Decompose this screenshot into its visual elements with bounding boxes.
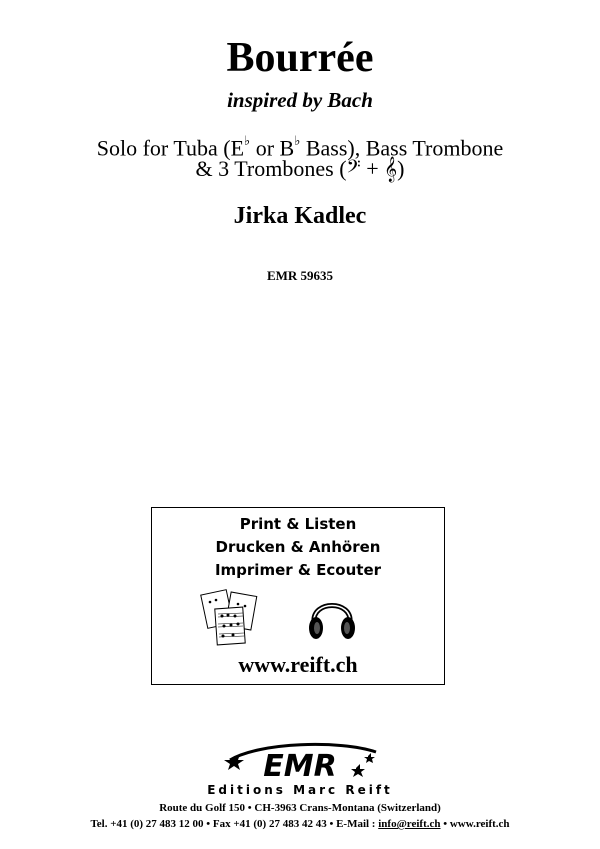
print-listen-box bbox=[151, 507, 445, 685]
treble-clef-icon: 𝄞 bbox=[384, 156, 398, 181]
instrumentation-text: Solo for Tuba (E bbox=[96, 135, 245, 161]
instrumentation-text: & 3 Trombones ( bbox=[195, 156, 347, 181]
publisher-name: Editions Marc Reift bbox=[207, 783, 393, 797]
publisher-contact bbox=[0, 817, 600, 831]
instrumentation-text: + bbox=[360, 156, 385, 181]
flat-symbol: ♭ bbox=[294, 133, 301, 148]
promo-line-german: Drucken & Anhören bbox=[215, 538, 381, 556]
emr-logo bbox=[200, 738, 400, 786]
catalog-number: EMR 59635 bbox=[266, 268, 334, 283]
bass-clef-icon: 𝄢 bbox=[346, 156, 361, 181]
instrumentation-line-2 bbox=[0, 156, 600, 182]
instrumentation-text: ) bbox=[397, 156, 405, 181]
logo-text: EMR bbox=[263, 749, 337, 784]
sheet-music-icon bbox=[198, 586, 264, 650]
headphones-icon bbox=[306, 588, 358, 644]
publisher-address: Route du Golf 150 • CH-3963 Crans-Montana (Switzerland) bbox=[159, 802, 441, 814]
promo-line-english: Print & Listen bbox=[239, 515, 357, 533]
promo-line-french: Imprimer & Ecouter bbox=[214, 561, 382, 579]
subtitle: inspired by Bach bbox=[227, 88, 373, 112]
page-title: Bourrée bbox=[226, 35, 374, 81]
instrumentation-text: or B bbox=[250, 135, 295, 161]
contact-text: • www.reift.ch bbox=[440, 818, 510, 830]
flat-symbol: ♭ bbox=[244, 133, 251, 148]
instrumentation-text: Bass), Bass Trombone bbox=[300, 135, 504, 161]
website-link[interactable]: www.reift.ch bbox=[238, 652, 358, 677]
contact-text: Tel. +41 (0) 27 483 12 00 • Fax +41 (0) 27 483 42 43 • E-Mail : bbox=[90, 818, 379, 830]
email-link[interactable]: info@reift.ch bbox=[378, 818, 441, 830]
composer-name: Jirka Kadlec bbox=[233, 203, 367, 229]
